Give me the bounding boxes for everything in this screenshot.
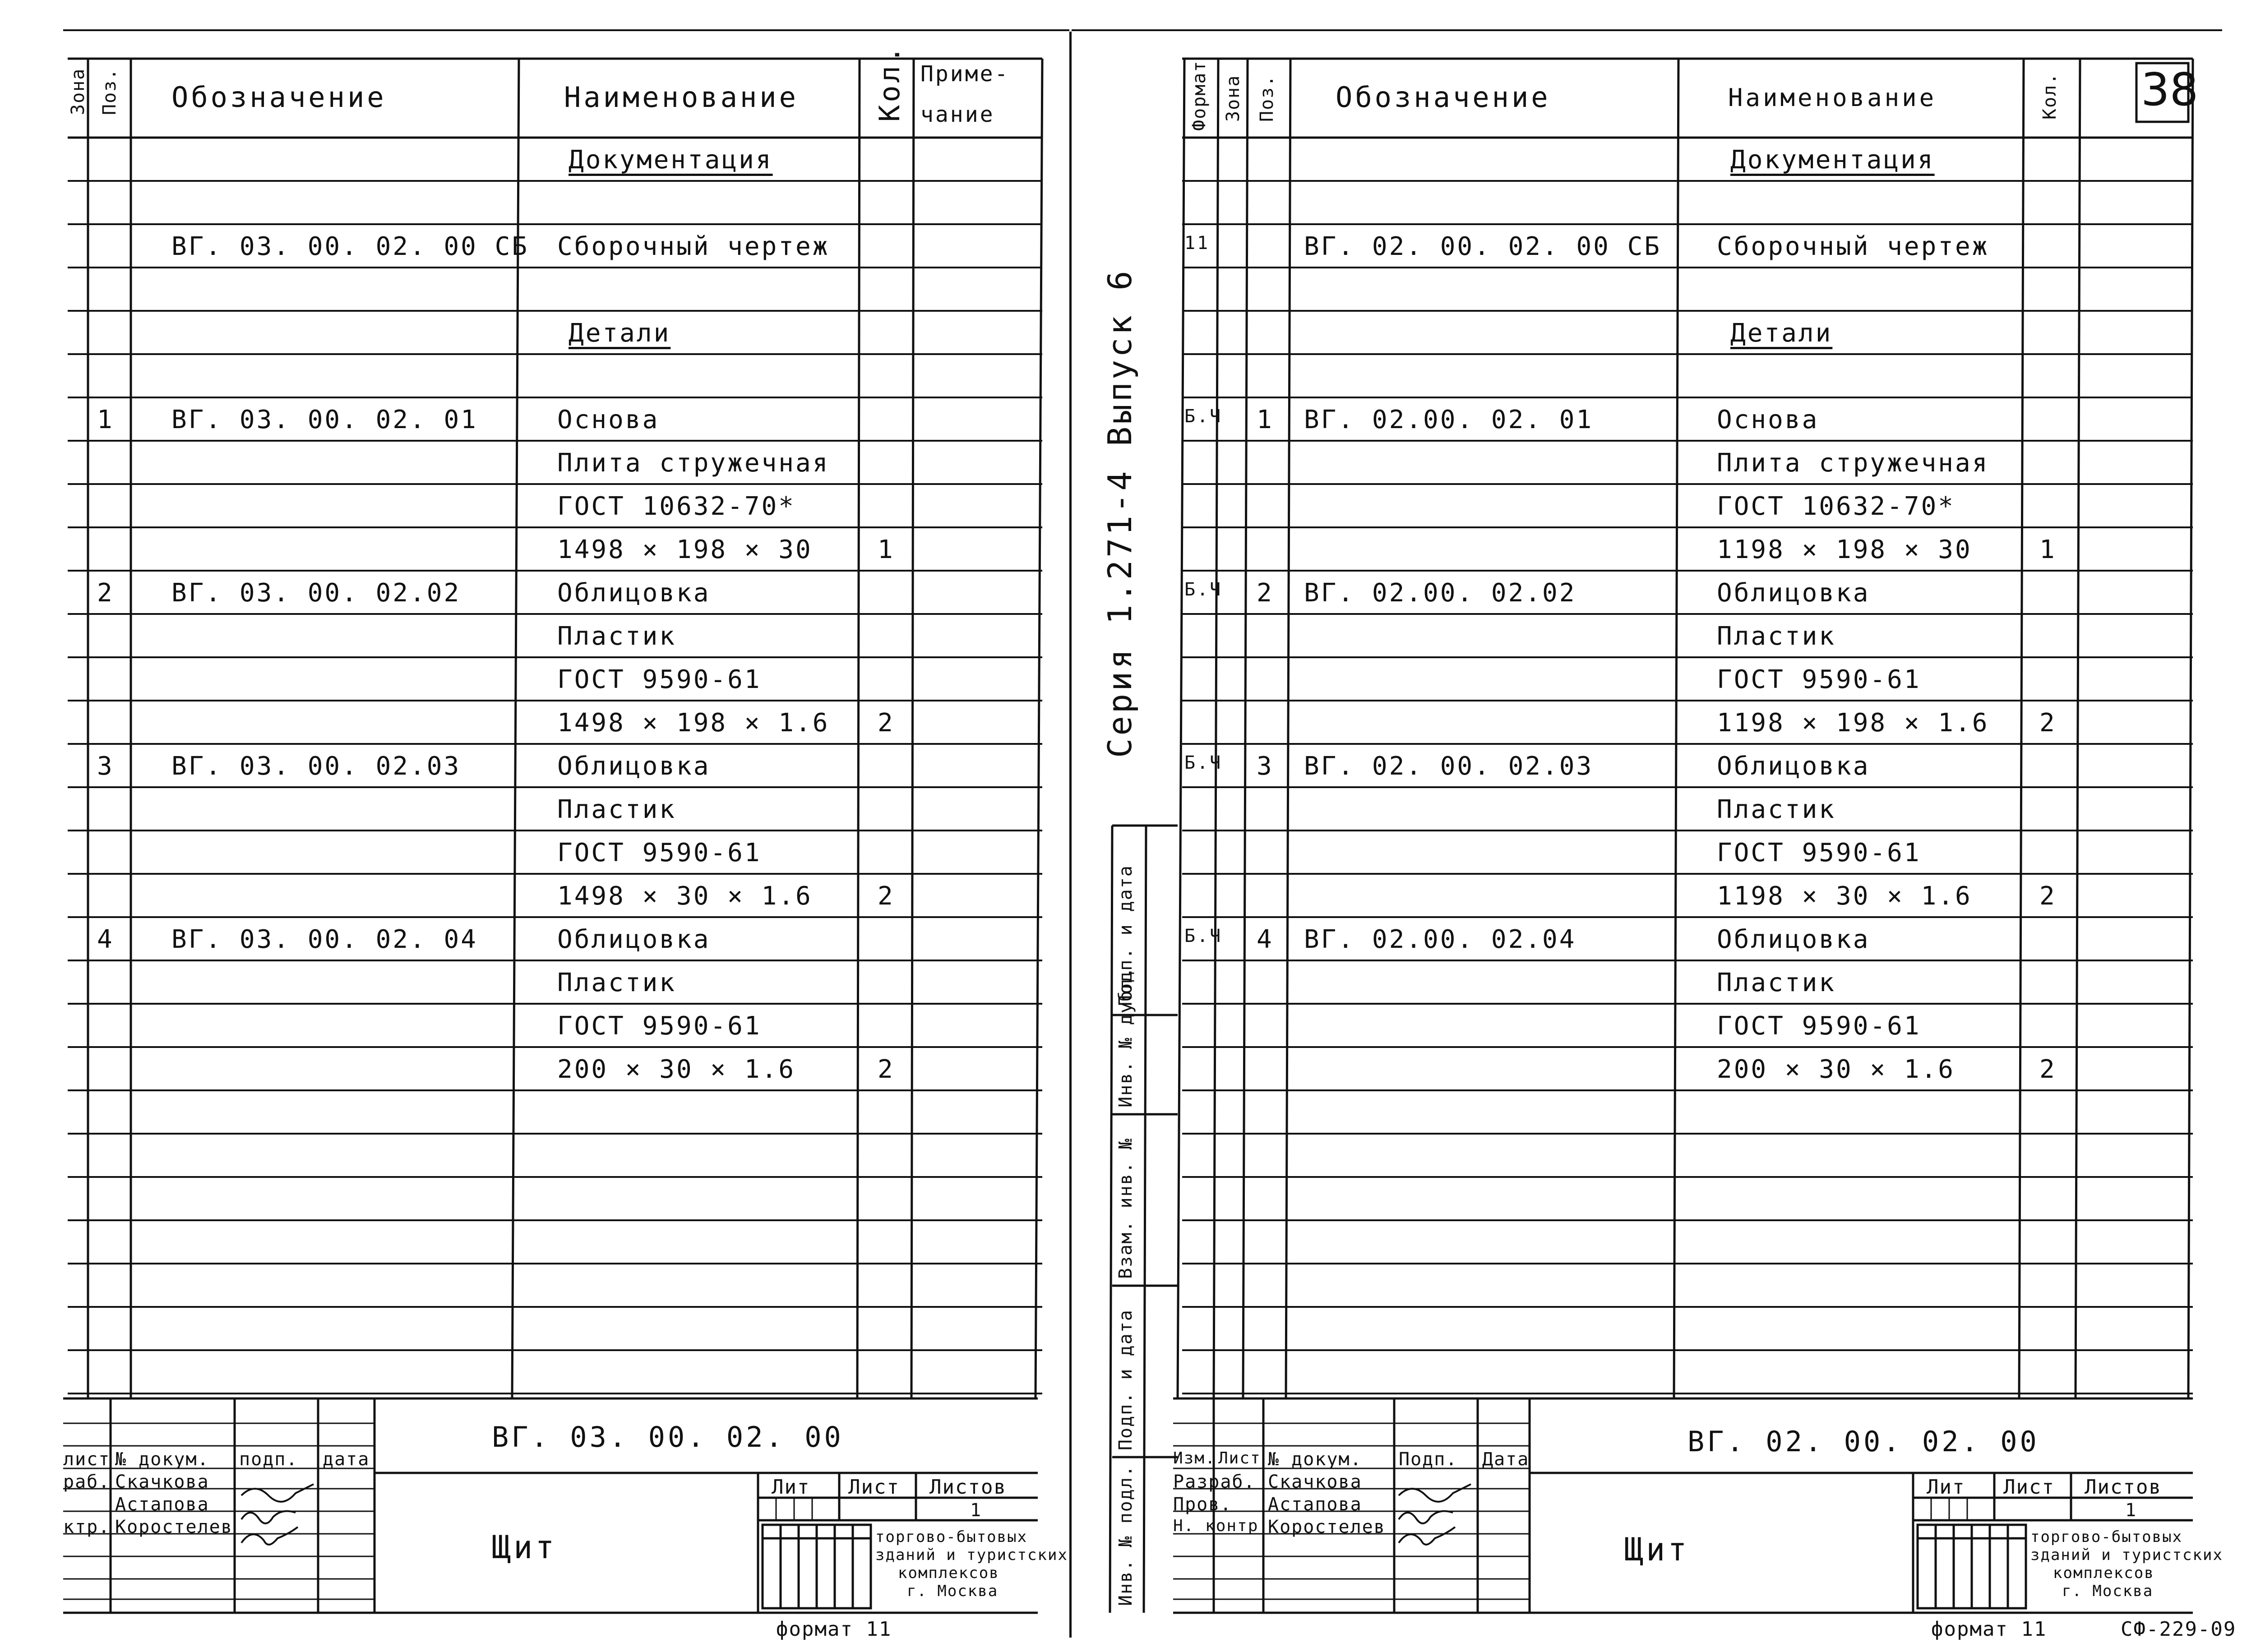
side-label-dup-inv: Инв. № дубл.: [1115, 966, 1136, 1107]
right-cell-name: 1198 × 198 × 1.6: [1717, 708, 1989, 738]
right-stamp-col-date: Дата: [1482, 1449, 1530, 1470]
right-cell-des: ВГ. 02. 00. 02.03: [1304, 752, 1594, 781]
right-stamp-name-2: Астапова: [1268, 1494, 1362, 1515]
left-stamp-name-3: Коростелев: [115, 1517, 233, 1537]
left-stamp-col-doc: № докум.: [115, 1449, 209, 1470]
right-header-format: Формат: [1189, 60, 1210, 131]
right-cell-fmt: 11: [1184, 233, 1210, 254]
right-stamp-name-3: Коростелев: [1268, 1517, 1386, 1537]
side-label-replace-inv: Взам. инв. №: [1115, 1138, 1136, 1279]
left-stamp-org-4: г. Москва: [907, 1582, 999, 1600]
left-header-zone: Зона: [68, 68, 88, 115]
right-header-designation: Обозначение: [1336, 81, 1551, 114]
right-cell-des: ВГ. 02.00. 02. 01: [1304, 405, 1594, 434]
left-stamp-name-2: Астапова: [115, 1494, 209, 1515]
right-stamp-sheets: Листов: [2085, 1476, 2162, 1499]
left-cell-name: ГОСТ 9590-61: [557, 665, 762, 694]
left-stamp-org-3: комплексов: [898, 1564, 999, 1582]
left-stamp-sheets: Листов: [929, 1476, 1007, 1499]
right-cell-name: Пластик: [1717, 795, 1836, 824]
side-label-orig-inv: Инв. № подл.: [1115, 1465, 1136, 1606]
left-cell-name: Сборочный чертеж: [557, 232, 830, 261]
left-cell-qty: 2: [878, 881, 895, 911]
left-stamp-col-list: лист: [63, 1449, 111, 1470]
right-cell-name: ГОСТ 9590-61: [1717, 1011, 1921, 1041]
left-stamp-org-2: зданий и туристских: [875, 1546, 1068, 1564]
left-cell-name: 200 × 30 × 1.6: [557, 1055, 796, 1084]
right-cell-name: Пластик: [1717, 968, 1836, 997]
left-cell-name: Основа: [557, 405, 660, 434]
left-cell-name: ГОСТ 9590-61: [557, 1011, 762, 1041]
right-cell-name: Основа: [1717, 405, 1819, 434]
left-cell-name: ГОСТ 9590-61: [557, 838, 762, 868]
left-cell-pos: 4: [97, 925, 114, 954]
left-cell-des: ВГ. 03. 00. 02.03: [171, 752, 461, 781]
right-cell-name: ГОСТ 9590-61: [1717, 665, 1921, 694]
left-cell-pos: 3: [97, 752, 114, 781]
left-stamp-lit: Лит: [772, 1476, 810, 1499]
right-header-zone: Зона: [1223, 74, 1244, 122]
left-header-designation: Обозначение: [171, 81, 387, 114]
right-cell-name: ГОСТ 9590-61: [1717, 838, 1921, 868]
right-cell-name: Документация: [1730, 145, 1935, 175]
left-cell-name: 1498 × 198 × 1.6: [557, 708, 830, 738]
side-label-sign-date-2: Подп. и дата: [1115, 1309, 1136, 1450]
left-stamp-col-sign: подп.: [239, 1449, 298, 1470]
right-cell-des: ВГ. 02. 00. 02. 00 СБ: [1304, 232, 1662, 261]
right-stamp-col-doc: № докум.: [1268, 1449, 1362, 1470]
right-stamp-code: ВГ. 02. 00. 02. 00: [1687, 1425, 2039, 1458]
right-cell-des: ВГ. 02.00. 02.02: [1304, 578, 1576, 608]
right-cell-name: 1198 × 198 × 30: [1717, 535, 1972, 564]
right-cell-pos: 1: [1257, 405, 1274, 434]
right-cell-pos: 3: [1257, 752, 1274, 781]
right-cell-name: Детали: [1730, 318, 1833, 348]
left-cell-name: Облицовка: [557, 925, 711, 954]
left-cell-name: ГОСТ 10632-70*: [557, 492, 796, 521]
left-cell-qty: 2: [878, 708, 895, 738]
left-cell-name: Пластик: [557, 968, 677, 997]
left-header-qty: Кол.: [873, 43, 906, 122]
left-header-note-2: чание: [920, 102, 995, 127]
right-stamp-org-1: торгово-бытовых: [2030, 1528, 2183, 1546]
left-cell-des: ВГ. 03. 00. 02. 04: [171, 925, 478, 954]
left-cell-name: Документация: [569, 145, 773, 175]
right-cell-name: Сборочный чертеж: [1717, 232, 1989, 261]
left-header-name: Наименование: [564, 81, 799, 114]
right-stamp-title: Щит: [1624, 1531, 1690, 1568]
left-stamp-sheet: Лист: [848, 1476, 900, 1499]
left-cell-name: 1498 × 30 × 1.6: [557, 881, 813, 911]
right-cell-name: Облицовка: [1717, 925, 1870, 954]
sheet-number: 38: [2141, 63, 2199, 116]
right-stamp-lit: Лит: [1927, 1476, 1965, 1499]
left-stamp-role-1: раб.: [63, 1472, 111, 1492]
right-stamp-col-list: Лист: [1218, 1449, 1261, 1467]
left-stamp-sheets-value: 1: [970, 1500, 982, 1521]
right-stamp-col-sign: Подп.: [1399, 1449, 1458, 1470]
left-cell-name: Облицовка: [557, 752, 711, 781]
left-stamp-format: формат 11: [776, 1618, 892, 1641]
left-header-note-1: Приме-: [920, 61, 1010, 87]
right-stamp-sheets-value: 1: [2125, 1500, 2137, 1521]
right-stamp-org-4: г. Москва: [2062, 1582, 2154, 1600]
right-cell-name: 1198 × 30 × 1.6: [1717, 881, 1972, 911]
right-stamp-org-3: комплексов: [2053, 1564, 2154, 1582]
left-stamp-role-3: ктр.: [63, 1517, 111, 1537]
left-cell-name: Пластик: [557, 795, 677, 824]
right-stamp-format: формат 11: [1931, 1618, 2047, 1641]
right-header-name: Наименование: [1728, 83, 1937, 112]
left-cell-qty: 2: [878, 1055, 895, 1084]
side-label-sign-date-1: Подп. и дата: [1115, 865, 1136, 1006]
right-cell-pos: 4: [1257, 925, 1274, 954]
right-stamp-role-2: Пров.: [1173, 1494, 1232, 1515]
left-cell-des: ВГ. 03. 00. 02. 00 СБ: [171, 232, 529, 261]
left-stamp-name-1: Скачкова: [115, 1472, 209, 1492]
left-stamp-title: Щит: [492, 1529, 557, 1566]
left-cell-des: ВГ. 03. 00. 02.02: [171, 578, 461, 608]
left-cell-name: Плита стружечная: [557, 448, 830, 478]
left-stamp-code: ВГ. 03. 00. 02. 00: [492, 1421, 844, 1454]
left-cell-des: ВГ. 03. 00. 02. 01: [171, 405, 478, 434]
right-stamp-org-2: зданий и туристских: [2030, 1546, 2223, 1564]
right-stamp-col-izm: Изм.: [1173, 1449, 1216, 1467]
right-cell-pos: 2: [1257, 578, 1274, 608]
right-stamp-role-1: Разраб.: [1173, 1472, 1256, 1492]
right-cell-fmt: Б.Ч: [1184, 579, 1223, 600]
left-stamp-org-1: торгово-бытовых: [875, 1528, 1028, 1546]
left-header-pos: Поз.: [99, 68, 120, 115]
right-cell-des: ВГ. 02.00. 02.04: [1304, 925, 1576, 954]
right-header-pos: Поз.: [1257, 74, 1277, 122]
right-stamp-code-2: СФ-229-09: [2121, 1618, 2237, 1641]
right-signatures: [1399, 1484, 1471, 1545]
left-cell-pos: 2: [97, 578, 114, 608]
left-stamp-col-date: дата: [323, 1449, 370, 1470]
right-cell-qty: 2: [2039, 881, 2057, 911]
right-cell-name: 200 × 30 × 1.6: [1717, 1055, 1956, 1084]
right-cell-fmt: Б.Ч: [1184, 406, 1223, 427]
left-cell-name: Облицовка: [557, 578, 711, 608]
series-label: Серия 1.271-4 Выпуск 6: [1101, 268, 1139, 758]
right-cell-fmt: Б.Ч: [1184, 752, 1223, 773]
right-header-qty: Кол.: [2039, 72, 2060, 120]
right-stamp-sheet: Лист: [2003, 1476, 2055, 1499]
right-cell-qty: 2: [2039, 708, 2057, 738]
right-cell-fmt: Б.Ч: [1184, 926, 1223, 946]
right-cell-qty: 2: [2039, 1055, 2057, 1084]
right-cell-name: Плита стружечная: [1717, 448, 1989, 478]
left-cell-pos: 1: [97, 405, 114, 434]
left-cell-name: Пластик: [557, 622, 677, 651]
right-stamp-role-3: Н. контр.: [1173, 1517, 1270, 1535]
right-org-logo: [1918, 1525, 2026, 1608]
left-cell-name: Детали: [569, 318, 671, 348]
right-cell-qty: 1: [2039, 535, 2057, 564]
right-stamp-name-1: Скачкова: [1268, 1472, 1362, 1492]
right-cell-name: Облицовка: [1717, 578, 1870, 608]
left-cell-qty: 1: [878, 535, 895, 564]
right-cell-name: Пластик: [1717, 622, 1836, 651]
left-cell-name: 1498 × 198 × 30: [557, 535, 813, 564]
right-cell-name: ГОСТ 10632-70*: [1717, 492, 1956, 521]
right-cell-name: Облицовка: [1717, 752, 1870, 781]
